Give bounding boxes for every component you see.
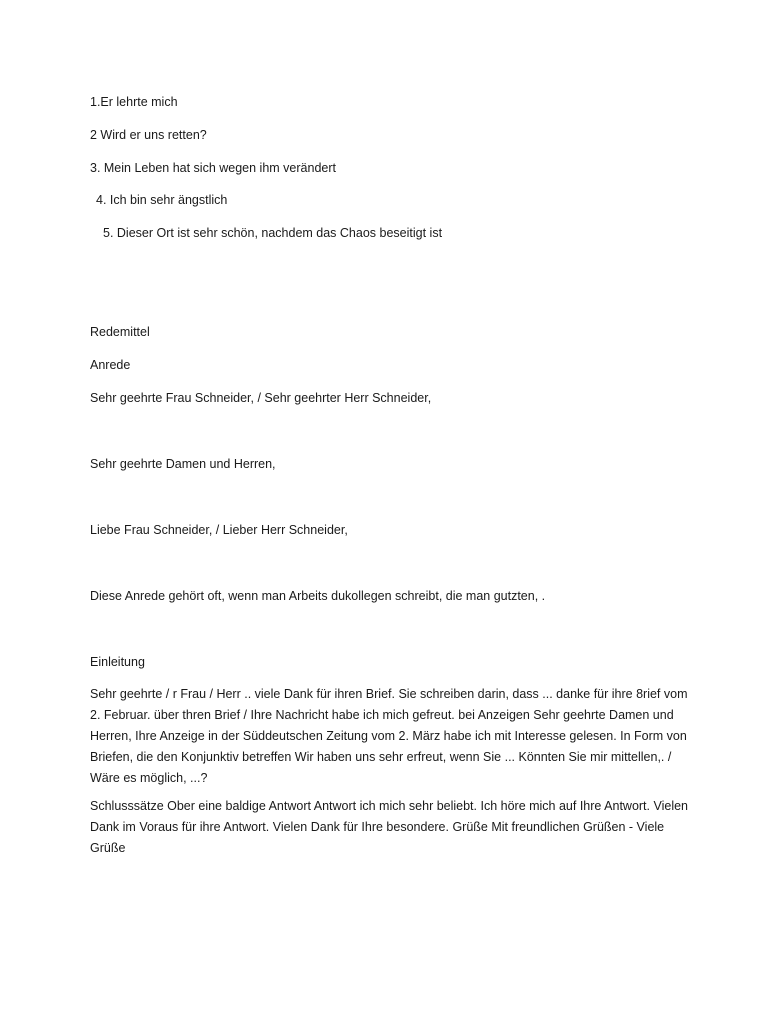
anrede-heading: Anrede [90,358,131,372]
list-item-3: 3. Mein Leben hat sich wegen ihm verändert [90,161,336,175]
anrede-line-3: Liebe Frau Schneider, / Lieber Herr Schneider, [90,523,348,537]
list-item-2: 2 Wird er uns retten? [90,128,207,142]
anrede-note: Diese Anrede gehört oft, wenn man Arbeits dukollegen schreibt, die man gutzten, . [90,589,546,603]
anrede-line-2: Sehr geehrte Damen und Herren, [90,457,276,471]
schluss-paragraph: Schlusssätze Ober eine baldige Antwort Antwort ich mich sehr beliebt. Ich höre mich auf Ihre Antwort. Vielen Dank im Voraus für ihre Antwort. Vielen Dank für Ihre besondere. Grüße Mit freundlichen Grüßen - Viele Grüße [90,799,688,855]
einleitung-paragraph: Sehr geehrte / r Frau / Herr .. viele Dank für ihren Brief. Sie schreiben darin, dass ... danke für ihre 8rief vom 2. Februar. über thren Brief / Ihre Nachricht habe ich mich gefreut. bei Anzeigen Sehr geehrte Damen und Herren, Ihre Anzeige in der Süddeutschen Zeitung vom 2. März habe ich mit Interesse gelesen. In Form von Briefen, die den Konjunktiv betreffen Wir haben uns sehr erfreut, wenn Sie ... Könnten Sie mir mittellen,. / Wäre es möglich, ...? [90,687,688,785]
anrede-line-1: Sehr geehrte Frau Schneider, / Sehr geehrter Herr Schneider, [90,391,432,405]
redemittel-heading: Redemittel [90,325,150,339]
list-item-4: 4. Ich bin sehr ängstlich [96,193,228,207]
list-item-5: 5. Dieser Ort ist sehr schön, nachdem das Chaos beseitigt ist [103,226,443,240]
einleitung-heading: Einleitung [90,655,145,669]
list-item-1: 1.Er lehrte mich [90,95,178,109]
